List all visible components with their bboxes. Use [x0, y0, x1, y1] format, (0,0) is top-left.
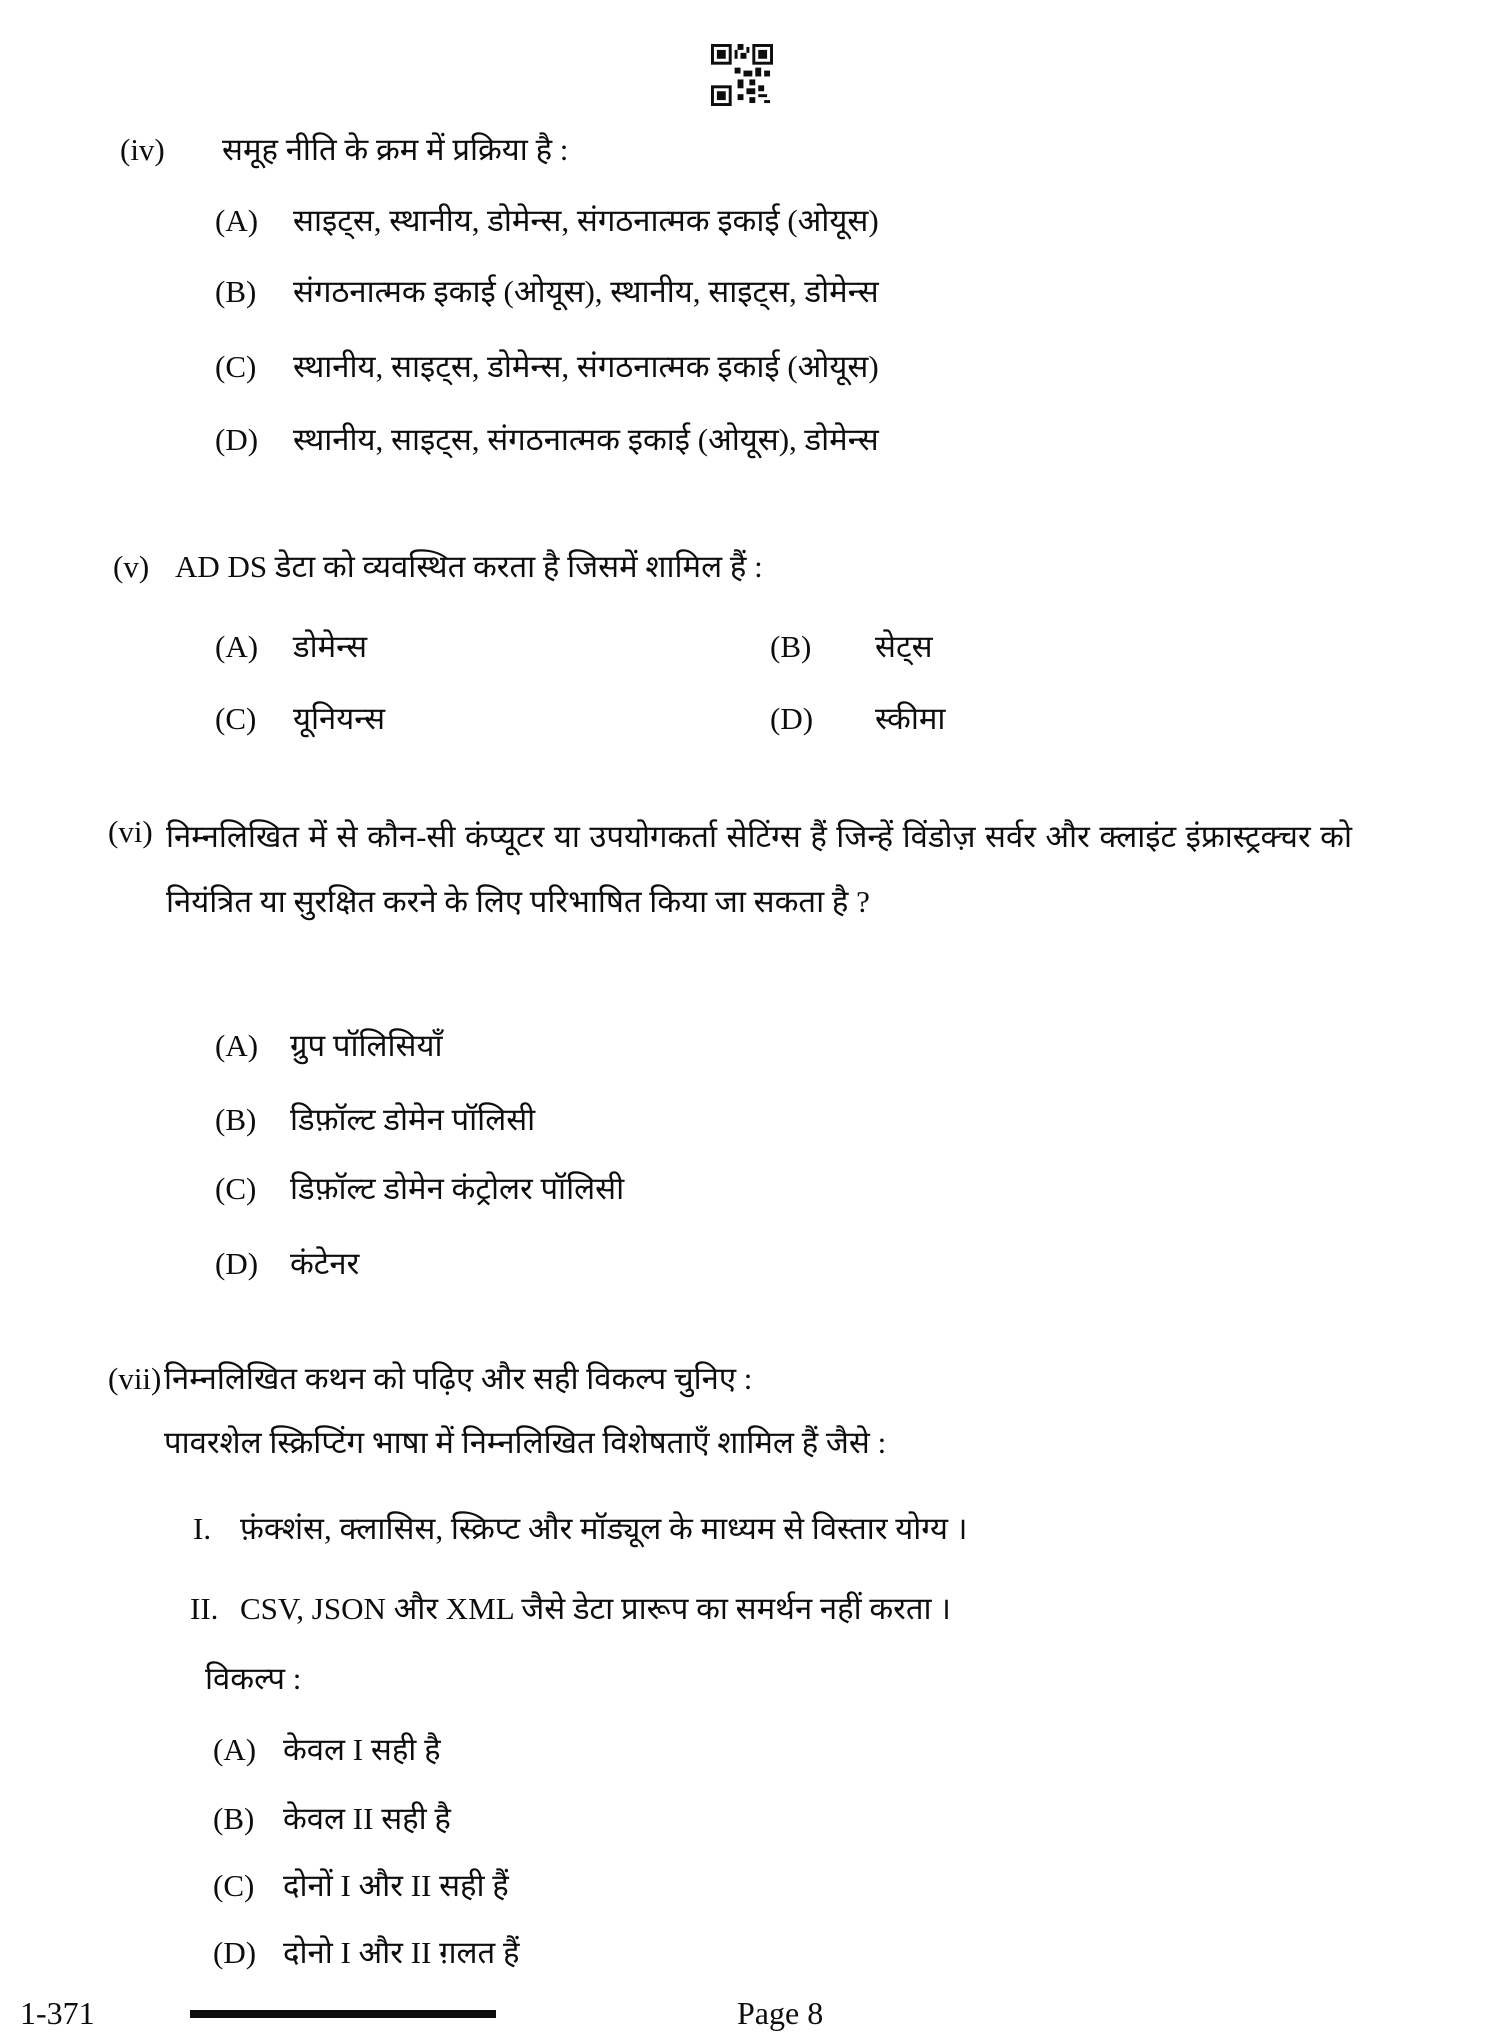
qr-code-icon: [708, 44, 776, 106]
question-number: (vi): [108, 814, 153, 849]
option-label: (B): [770, 629, 812, 664]
option-label: (A): [215, 203, 259, 238]
options-heading: विकल्प :: [205, 1661, 302, 1696]
option-text: ग्रुप पॉलिसियाँ: [290, 1028, 443, 1063]
option-text: केवल II सही है: [283, 1801, 451, 1836]
option-text: कंटेनर: [290, 1246, 360, 1281]
option-label: (A): [215, 629, 259, 664]
option-text: दोनो I और II ग़लत हैं: [283, 1935, 520, 1970]
option-text: साइट्स, स्थानीय, डोमेन्स, संगठनात्मक इकाई (ओयूस): [293, 203, 879, 238]
option-label: (D): [213, 1935, 257, 1970]
option-label: (A): [215, 1028, 259, 1063]
statement-text: फ़ंक्शंस, क्लासिस, स्क्रिप्ट और मॉड्यूल के माध्यम से विस्तार योग्य ।: [240, 1511, 968, 1546]
question-text-line1: निम्नलिखित कथन को पढ़िए और सही विकल्प चुनिए :: [164, 1361, 753, 1396]
option-label: (C): [213, 1868, 255, 1903]
option-text: सेट्स: [875, 629, 933, 664]
option-label: (D): [215, 422, 259, 457]
option-text: केवल I सही है: [283, 1732, 441, 1767]
option-text: डोमेन्स: [293, 629, 368, 664]
option-text: स्थानीय, साइट्स, डोमेन्स, संगठनात्मक इकाई (ओयूस): [293, 349, 879, 384]
option-text: स्कीमा: [875, 701, 946, 736]
option-text: संगठनात्मक इकाई (ओयूस), स्थानीय, साइट्स, डोमेन्स: [293, 274, 879, 309]
footer-rule: [190, 2010, 496, 2018]
statement-text: CSV, JSON और XML जैसे डेटा प्रारूप का समर्थन नहीं करता ।: [240, 1591, 952, 1626]
option-label: (C): [215, 349, 257, 384]
option-text: स्थानीय, साइट्स, संगठनात्मक इकाई (ओयूस), डोमेन्स: [293, 422, 879, 457]
option-label: (A): [213, 1732, 257, 1767]
statement-label: II.: [190, 1591, 219, 1626]
question-text: AD DS डेटा को व्यवस्थित करता है जिसमें शामिल हैं :: [175, 549, 763, 584]
question-number: (iv): [120, 132, 165, 167]
option-label: (D): [215, 1246, 259, 1281]
option-label: (C): [215, 1171, 257, 1206]
footer-page-number: Page 8: [737, 1995, 824, 2031]
option-label: (B): [215, 274, 257, 309]
option-text: दोनों I और II सही हैं: [283, 1868, 509, 1903]
option-text: डिफ़ॉल्ट डोमेन कंट्रोलर पॉलिसी: [290, 1171, 625, 1206]
footer-booklet-code: 1-371: [20, 1995, 95, 2031]
option-label: (B): [215, 1102, 257, 1137]
question-text: निम्नलिखित में से कौन-सी कंप्यूटर या उपयोगकर्ता सेटिंग्स हैं जिन्हें विंडोज़ सर्वर और क्लाइंट इंफ्रास्ट्रक्चर को नियंत्रित या सुरक्षित करने के लिए परिभाषित किया जा सकता है ?: [166, 819, 1352, 919]
statement-label: I.: [193, 1511, 212, 1546]
option-label: (B): [213, 1801, 255, 1836]
option-label: (C): [215, 701, 257, 736]
question-number: (vii): [108, 1361, 162, 1396]
question-text: समूह नीति के क्रम में प्रक्रिया है :: [222, 132, 569, 167]
question-text-line2: पावरशेल स्क्रिप्टिंग भाषा में निम्नलिखित विशेषताएँ शामिल हैं जैसे :: [164, 1425, 887, 1460]
question-number: (v): [113, 549, 150, 584]
option-label: (D): [770, 701, 814, 736]
option-text: डिफ़ॉल्ट डोमेन पॉलिसी: [290, 1102, 536, 1137]
option-text: यूनियन्स: [293, 701, 386, 736]
